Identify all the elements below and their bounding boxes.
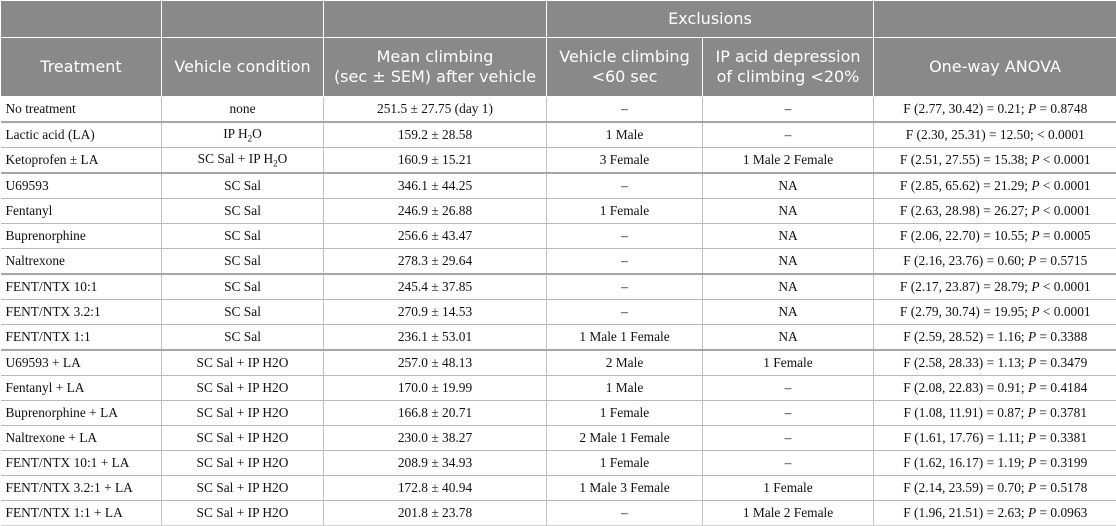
cell-ip-exclusion: – bbox=[703, 451, 874, 476]
cell-anova: F (2.63, 28.98) = 26.27; P < 0.0001 bbox=[874, 199, 1116, 224]
table-row bbox=[1, 426, 1116, 451]
cell-vehicle: SC Sal + IP H2O bbox=[162, 501, 324, 526]
table-row bbox=[1, 274, 1116, 300]
cell-vehicle: SC Sal bbox=[162, 249, 324, 275]
cell-treatment: Lactic acid (LA) bbox=[1, 122, 162, 148]
cell-vehicle-exclusion: 1 Male bbox=[547, 122, 703, 148]
table-row bbox=[1, 97, 1116, 123]
cell-vehicle-exclusion: 2 Male bbox=[547, 350, 703, 376]
table-row bbox=[1, 501, 1116, 526]
cell-vehicle-exclusion: 1 Male bbox=[547, 376, 703, 401]
cell-ip-exclusion: – bbox=[703, 401, 874, 426]
cell-treatment: Buprenorphine bbox=[1, 224, 162, 249]
cell-treatment: FENT/NTX 1:1 + LA bbox=[1, 501, 162, 526]
cell-ip-exclusion: NA bbox=[703, 249, 874, 275]
cell-mean-climbing: 208.9 ± 34.93 bbox=[324, 451, 547, 476]
cell-vehicle-exclusion: – bbox=[547, 501, 703, 526]
cell-anova: F (2.16, 23.76) = 0.60; P = 0.5715 bbox=[874, 249, 1116, 275]
cell-treatment: Fentanyl + LA bbox=[1, 376, 162, 401]
cell-ip-exclusion: 1 Female bbox=[703, 476, 874, 501]
table-row bbox=[1, 350, 1116, 376]
cell-anova: F (2.17, 23.87) = 28.79; P < 0.0001 bbox=[874, 274, 1116, 300]
cell-ip-exclusion: – bbox=[703, 122, 874, 148]
cell-vehicle-exclusion: 1 Female bbox=[547, 401, 703, 426]
cell-ip-exclusion: NA bbox=[703, 224, 874, 249]
cell-mean-climbing: 172.8 ± 40.94 bbox=[324, 476, 547, 501]
cell-anova: F (2.85, 65.62) = 21.29; P < 0.0001 bbox=[874, 173, 1116, 199]
cell-anova: F (1.08, 11.91) = 0.87; P = 0.3781 bbox=[874, 401, 1116, 426]
cell-vehicle: SC Sal bbox=[162, 224, 324, 249]
cell-vehicle-exclusion: 3 Female bbox=[547, 148, 703, 174]
cell-ip-exclusion: NA bbox=[703, 274, 874, 300]
cell-vehicle: SC Sal bbox=[162, 274, 324, 300]
cell-treatment: Ketoprofen ± LA bbox=[1, 148, 162, 174]
cell-mean-climbing: 201.8 ± 23.78 bbox=[324, 501, 547, 526]
cell-anova: F (2.51, 27.55) = 15.38; P < 0.0001 bbox=[874, 148, 1116, 174]
cell-mean-climbing: 230.0 ± 38.27 bbox=[324, 426, 547, 451]
cell-treatment: U69593 bbox=[1, 173, 162, 199]
cell-vehicle-exclusion: 1 Male 3 Female bbox=[547, 476, 703, 501]
table-row bbox=[1, 476, 1116, 501]
table-row bbox=[1, 401, 1116, 426]
cell-mean-climbing: 160.9 ± 15.21 bbox=[324, 148, 547, 174]
header-blank-2 bbox=[162, 1, 324, 38]
table-row bbox=[1, 173, 1116, 199]
cell-ip-exclusion: NA bbox=[703, 173, 874, 199]
cell-anova: F (2.06, 22.70) = 10.55; P = 0.0005 bbox=[874, 224, 1116, 249]
cell-mean-climbing: 170.0 ± 19.99 bbox=[324, 376, 547, 401]
cell-vehicle-exclusion: 2 Male 1 Female bbox=[547, 426, 703, 451]
cell-mean-climbing: 251.5 ± 27.75 (day 1) bbox=[324, 97, 547, 123]
cell-vehicle-exclusion: – bbox=[547, 173, 703, 199]
header-treatment: Treatment bbox=[1, 38, 162, 97]
cell-treatment: FENT/NTX 3.2:1 bbox=[1, 300, 162, 325]
cell-anova: F (1.62, 16.17) = 1.19; P = 0.3199 bbox=[874, 451, 1116, 476]
cell-treatment: Buprenorphine + LA bbox=[1, 401, 162, 426]
cell-ip-exclusion: NA bbox=[703, 199, 874, 224]
cell-anova: F (2.08, 22.83) = 0.91; P = 0.4184 bbox=[874, 376, 1116, 401]
cell-vehicle: SC Sal bbox=[162, 173, 324, 199]
cell-vehicle: IP $H_2O$ bbox=[162, 122, 324, 148]
table-row bbox=[1, 300, 1116, 325]
cell-vehicle-exclusion: – bbox=[547, 249, 703, 275]
header-mean-climbing: Mean climbing (sec ± SEM) after vehicle bbox=[324, 38, 547, 97]
cell-mean-climbing: 159.2 ± 28.58 bbox=[324, 122, 547, 148]
cell-ip-exclusion: NA bbox=[703, 300, 874, 325]
cell-vehicle-exclusion: 1 Female bbox=[547, 199, 703, 224]
cell-mean-climbing: 236.1 ± 53.01 bbox=[324, 325, 547, 351]
table-row bbox=[1, 325, 1116, 351]
cell-vehicle-exclusion: – bbox=[547, 224, 703, 249]
cell-mean-climbing: 245.4 ± 37.85 bbox=[324, 274, 547, 300]
cell-mean-climbing: 270.9 ± 14.53 bbox=[324, 300, 547, 325]
cell-vehicle: SC Sal + IP $H_2O$ bbox=[162, 148, 324, 174]
cell-ip-exclusion: 1 Male 2 Female bbox=[703, 148, 874, 174]
cell-mean-climbing: 257.0 ± 48.13 bbox=[324, 350, 547, 376]
cell-mean-climbing: 246.9 ± 26.88 bbox=[324, 199, 547, 224]
table-row bbox=[1, 249, 1116, 275]
table-row bbox=[1, 122, 1116, 148]
header-blank-1 bbox=[1, 1, 162, 38]
cell-ip-exclusion: 1 Female bbox=[703, 350, 874, 376]
table-row bbox=[1, 148, 1116, 174]
cell-mean-climbing: 256.6 ± 43.47 bbox=[324, 224, 547, 249]
cell-vehicle: SC Sal + IP H2O bbox=[162, 376, 324, 401]
cell-treatment: FENT/NTX 3.2:1 + LA bbox=[1, 476, 162, 501]
cell-anova: F (2.14, 23.59) = 0.70; P = 0.5178 bbox=[874, 476, 1116, 501]
cell-ip-exclusion: NA bbox=[703, 325, 874, 351]
cell-treatment: No treatment bbox=[1, 97, 162, 123]
header-anova: One-way ANOVA bbox=[874, 38, 1116, 97]
cell-vehicle: none bbox=[162, 97, 324, 123]
cell-treatment: FENT/NTX 1:1 bbox=[1, 325, 162, 351]
cell-ip-exclusion: – bbox=[703, 97, 874, 123]
cell-vehicle: SC Sal + IP H2O bbox=[162, 401, 324, 426]
cell-ip-exclusion: – bbox=[703, 376, 874, 401]
header-vehicle-climbing: Vehicle climbing <60 sec bbox=[547, 38, 703, 97]
cell-vehicle-exclusion: – bbox=[547, 97, 703, 123]
cell-mean-climbing: 278.3 ± 29.64 bbox=[324, 249, 547, 275]
cell-anova: F (2.59, 28.52) = 1.16; P = 0.3388 bbox=[874, 325, 1116, 351]
table-row bbox=[1, 224, 1116, 249]
cell-vehicle-exclusion: – bbox=[547, 274, 703, 300]
cell-treatment: FENT/NTX 10:1 bbox=[1, 274, 162, 300]
cell-anova: F (2.30, 25.31) = 12.50; < 0.0001 bbox=[874, 122, 1116, 148]
cell-vehicle: SC Sal bbox=[162, 199, 324, 224]
cell-mean-climbing: 346.1 ± 44.25 bbox=[324, 173, 547, 199]
header-ip-acid: IP acid depression of climbing <20% bbox=[703, 38, 874, 97]
cell-vehicle-exclusion: 1 Male 1 Female bbox=[547, 325, 703, 351]
table-row bbox=[1, 376, 1116, 401]
cell-vehicle: SC Sal + IP H2O bbox=[162, 350, 324, 376]
header-exclusions: Exclusions bbox=[547, 1, 874, 38]
header-blank-3 bbox=[324, 1, 547, 38]
cell-vehicle: SC Sal + IP H2O bbox=[162, 426, 324, 451]
table-row bbox=[1, 199, 1116, 224]
cell-ip-exclusion: 1 Male 2 Female bbox=[703, 501, 874, 526]
cell-mean-climbing: 166.8 ± 20.71 bbox=[324, 401, 547, 426]
header-blank-6 bbox=[874, 1, 1116, 38]
cell-anova: F (2.77, 30.42) = 0.21; P = 0.8748 bbox=[874, 97, 1116, 123]
cell-anova: F (1.96, 21.51) = 2.63; P = 0.0963 bbox=[874, 501, 1116, 526]
table-row bbox=[1, 451, 1116, 476]
cell-anova: F (2.79, 30.74) = 19.95; P < 0.0001 bbox=[874, 300, 1116, 325]
cell-vehicle-exclusion: 1 Female bbox=[547, 451, 703, 476]
cell-treatment: FENT/NTX 10:1 + LA bbox=[1, 451, 162, 476]
cell-treatment: Fentanyl bbox=[1, 199, 162, 224]
cell-treatment: U69593 + LA bbox=[1, 350, 162, 376]
cell-treatment: Naltrexone + LA bbox=[1, 426, 162, 451]
cell-vehicle: SC Sal bbox=[162, 300, 324, 325]
cell-treatment: Naltrexone bbox=[1, 249, 162, 275]
cell-vehicle-exclusion: – bbox=[547, 300, 703, 325]
cell-vehicle: SC Sal bbox=[162, 325, 324, 351]
cell-ip-exclusion: – bbox=[703, 426, 874, 451]
cell-anova: F (2.58, 28.33) = 1.13; P = 0.3479 bbox=[874, 350, 1116, 376]
cell-vehicle: SC Sal + IP H2O bbox=[162, 451, 324, 476]
cell-vehicle: SC Sal + IP H2O bbox=[162, 476, 324, 501]
header-vehicle-condition: Vehicle condition bbox=[162, 38, 324, 97]
cell-anova: F (1.61, 17.76) = 1.11; P = 0.3381 bbox=[874, 426, 1116, 451]
